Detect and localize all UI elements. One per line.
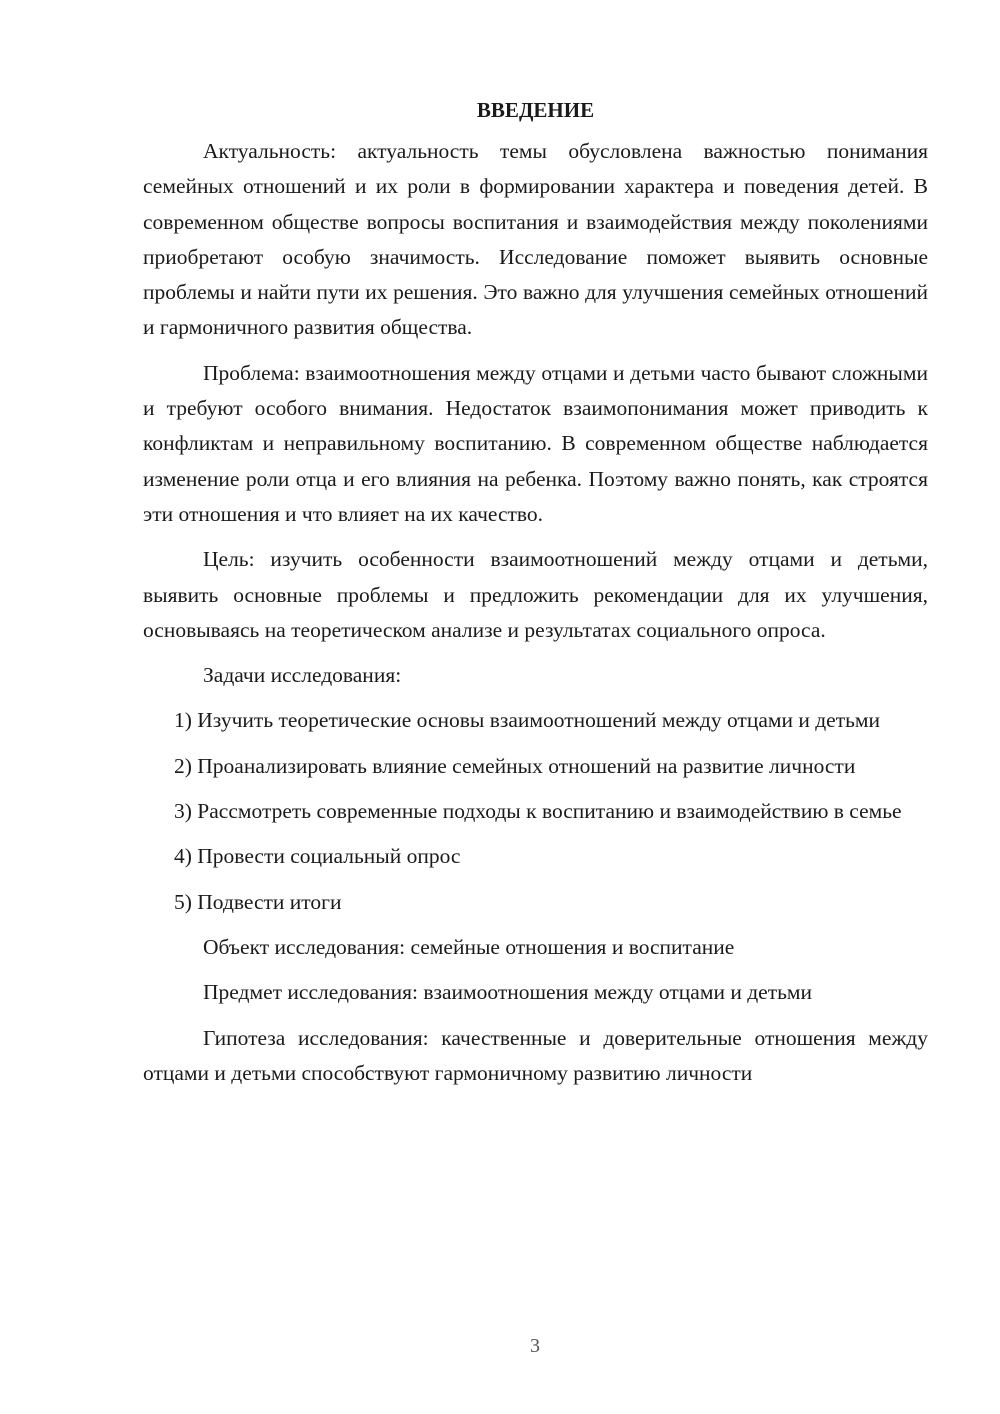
paragraph-object: Объект исследования: семейные отношения и воспитание: [203, 934, 735, 959]
paragraph-goal: Цель: изучить особенности взаимоотношений между отцами и детьми, выявить основные проблемы и предложить рекомендации для их улучшения, основываясь на теоретическом анализе и результатах социального опроса.: [143, 547, 928, 642]
paragraph-hypothesis: Гипотеза исследования: качественные и доверительные отношения между отцами и детьми способствуют гармоничному развитию личности: [143, 1025, 928, 1085]
section-title: ВВЕДЕНИЕ: [476, 98, 595, 122]
task-item-2: 2) Проанализировать влияние семейных отношений на развитие личности: [174, 753, 856, 778]
task-item-1: 1) Изучить теоретические основы взаимоотношений между отцами и детьми: [174, 708, 881, 733]
document-page: [143, 92, 928, 1091]
paragraph-relevance: Актуальность: актуальность темы обусловлена важностью понимания семейных отношений и их роли в формировании характера и поведения детей. В современном обществе вопросы воспитания и взаимодействия между поколениями приобретают особую значимость. Исследование поможет выявить основные проблемы и найти пути их решения. Это важно для улучшения семейных отношений и гармоничного развития общества.: [143, 139, 928, 340]
paragraph-problem: Проблема: взаимоотношения между отцами и детьми часто бывают сложными и требуют особого внимания. Недостаток взаимопонимания может приводить к конфликтам и неправильному воспитанию. В современном обществе наблюдается изменение роли отца и его влияния на ребенка. Поэтому важно понять, как строятся эти отношения и что влияет на их качество.: [143, 360, 928, 526]
task-item-4: 4) Провести социальный опрос: [174, 844, 461, 869]
task-item-5: 5) Подвести итоги: [174, 889, 342, 914]
page-number: 3: [530, 1335, 540, 1357]
paragraph-subject: Предмет исследования: взаимоотношения между отцами и детьми: [203, 980, 813, 1005]
tasks-heading: Задачи исследования:: [203, 663, 402, 688]
task-item-3: 3) Рассмотреть современные подходы к воспитанию и взаимодействию в семье: [174, 799, 902, 824]
